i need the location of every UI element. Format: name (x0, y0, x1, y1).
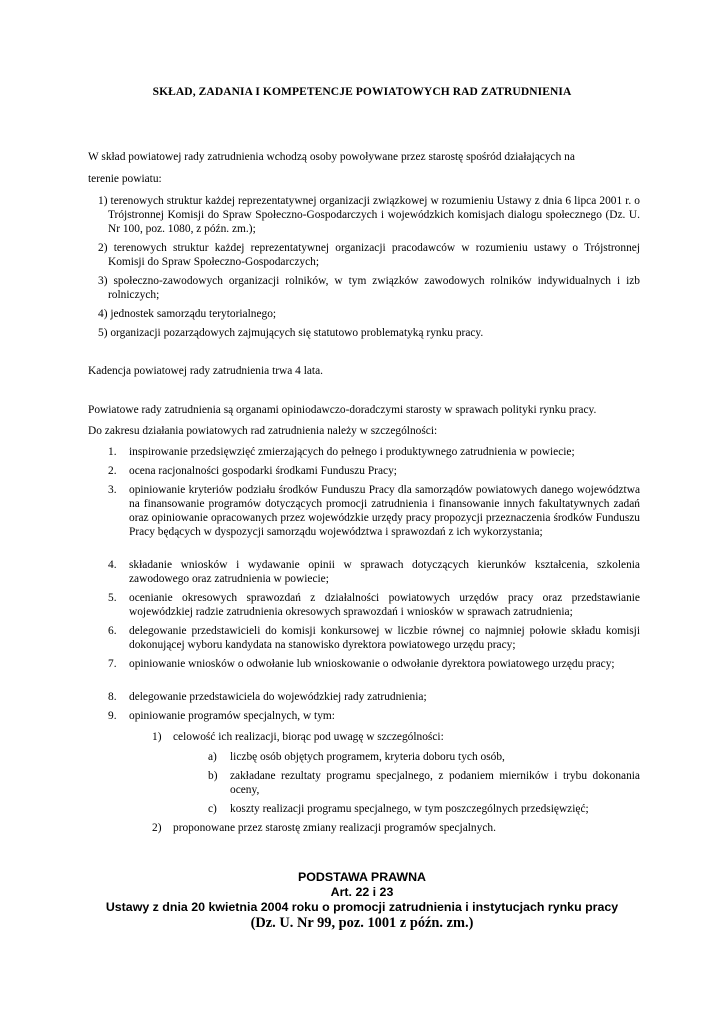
task-item-2 (108, 464, 640, 478)
task-number: 2. (108, 465, 117, 477)
criteria-item-c (208, 802, 640, 816)
task-item-3 (108, 483, 640, 553)
member-item-4: 4) jednostek samorządu terytorialnego; (98, 308, 277, 320)
criteria-item-b (208, 769, 640, 797)
task-number: 1. (108, 446, 117, 458)
task-text: opiniowanie programów specjalnych, w tym: (129, 710, 335, 722)
special-text: proponowane przez starostę zmiany realizacji programów specjalnych. (173, 822, 496, 834)
task-text: inspirowanie przedsięwzięć zmierzających do pełnego i produktywnego zatrudnienia w powiecie; (129, 446, 575, 458)
task-number: 6. (108, 625, 117, 637)
member-item-1: 1) terenowych struktur każdej reprezentatywnej organizacji związkowej w rozumieniu Ustawy z dnia 6 lipca 2001 r. o Trójstronnej Komisji do Spraw Społeczno-Gospodarczych i wojewódzkich komisjach dialogu społecznego (Dz. U. Nr 100, poz. 1080, z późn. zm.); (98, 195, 640, 235)
task-number: 9. (108, 710, 117, 722)
legal-basis-journal: (Dz. U. Nr 99, poz. 1001 z późn. zm.) (250, 915, 474, 931)
task-text: delegowanie przedstawiciela do wojewódzkiej rady zatrudnienia; (129, 691, 427, 703)
task-number: 3. (108, 484, 117, 496)
task-item-8 (108, 690, 640, 704)
criteria-letter: c) (208, 803, 217, 815)
member-list (98, 194, 640, 340)
task-text: delegowanie przedstawicieli do komisji konkursowej w liczbie równej co najmniej połowie składu komisji dokonującej wyboru kandydata na stanowisko dyrektora powiatowego urzędu pracy; (129, 625, 640, 651)
task-item-5 (108, 591, 640, 619)
member-item-5: 5) organizacji pozarządowych zajmujących się statutowo problematyką rynku pracy. (98, 327, 484, 339)
legal-basis-articles: Art. 22 i 23 (330, 885, 394, 899)
task-number: 7. (108, 658, 117, 670)
organ-paragraph: Powiatowe rady zatrudnienia są organami opiniodawczo-doradczymi starosty w sprawach polityki rynku pracy. (88, 404, 597, 416)
task-text: opiniowanie wniosków o odwołanie lub wnioskowanie o odwołanie dyrektora powiatowego urzędu pracy; (129, 658, 615, 670)
criteria-text: zakładane rezultaty programu specjalnego, z podaniem mierników i trybu dokonania oceny, (230, 770, 640, 796)
legal-basis-act: Ustawy z dnia 20 kwietnia 2004 roku o promocji zatrudnienia i instytucjach rynku pracy (105, 900, 619, 914)
term-paragraph: Kadencja powiatowej rady zatrudnienia trwa 4 lata. (88, 365, 323, 377)
special-text: celowość ich realizacji, biorąc pod uwagę w szczególności: (173, 731, 444, 743)
criteria-letter: b) (208, 770, 218, 782)
task-number: 8. (108, 691, 117, 703)
special-item-1 (152, 730, 640, 744)
intro-line-2: terenie powiatu: (88, 173, 162, 185)
task-item-1 (108, 445, 640, 459)
member-item-3: 3) społeczno-zawodowych organizacji rolników, w tym związków zawodowych rolników indywidualnych i izb rolniczych; (98, 275, 640, 301)
intro-line-1: W skład powiatowej rady zatrudnienia wchodzą osoby powoływane przez starostę spośród działających na (88, 151, 575, 163)
criteria-text: liczbę osób objętych programem, kryteria doboru tych osób, (230, 751, 505, 763)
special-item-2 (152, 821, 640, 835)
member-item-2: 2) terenowych struktur każdej reprezentatywnej organizacji pracodawców w rozumieniu ustawy o Trójstronnej Komisji do Spraw Społeczno-Gospodarczych; (98, 242, 640, 268)
page-title: SKŁAD, ZADANIA I KOMPETENCJE POWIATOWYCH RAD ZATRUDNIENIA (152, 86, 572, 98)
criteria-letter: a) (208, 751, 217, 763)
task-text: ocena racjonalności gospodarki środkami Funduszu Pracy; (129, 465, 397, 477)
legal-basis-heading: PODSTAWA PRAWNA (297, 870, 427, 884)
task-text: składanie wniosków i wydawanie opinii w sprawach dotyczących kierunków kształcenia, szkolenia zawodowego oraz zatrudnienia w powiecie; (129, 559, 640, 585)
task-item-7 (108, 657, 640, 685)
task-item-6 (108, 624, 640, 652)
criteria-item-a (208, 750, 640, 764)
task-item-4 (108, 558, 640, 586)
scope-intro: Do zakresu działania powiatowych rad zatrudnienia należy w szczególności: (88, 425, 438, 437)
special-number: 1) (152, 731, 162, 743)
criteria-text: koszty realizacji programu specjalnego, w tym poszczególnych przedsięwzięć; (230, 803, 589, 815)
task-text: ocenianie okresowych sprawozdań z działalności powiatowych urzędów pracy oraz przedstawianie wojewódzkiej radzie zatrudnienia okresowych sprawozdań i wniosków w sprawach zatrudnienia; (129, 592, 640, 618)
task-number: 5. (108, 592, 117, 604)
task-number: 4. (108, 559, 117, 571)
task-item-9 (108, 709, 640, 723)
special-number: 2) (152, 822, 162, 834)
task-text: opiniowanie kryteriów podziału środków Funduszu Pracy dla samorządów powiatowych danego województwa na finansowanie programów dotyczących promocji zatrudnienia i finansowanie innych fakultatywnych zadań oraz opiniowanie opracowanych przez wojewódzkie urzędy pracy propozycji przeznaczenia środków Funduszu Pracy będących w dyspozycji samorządu województwa i sprawozdań z ich wykorzystania; (129, 484, 640, 538)
